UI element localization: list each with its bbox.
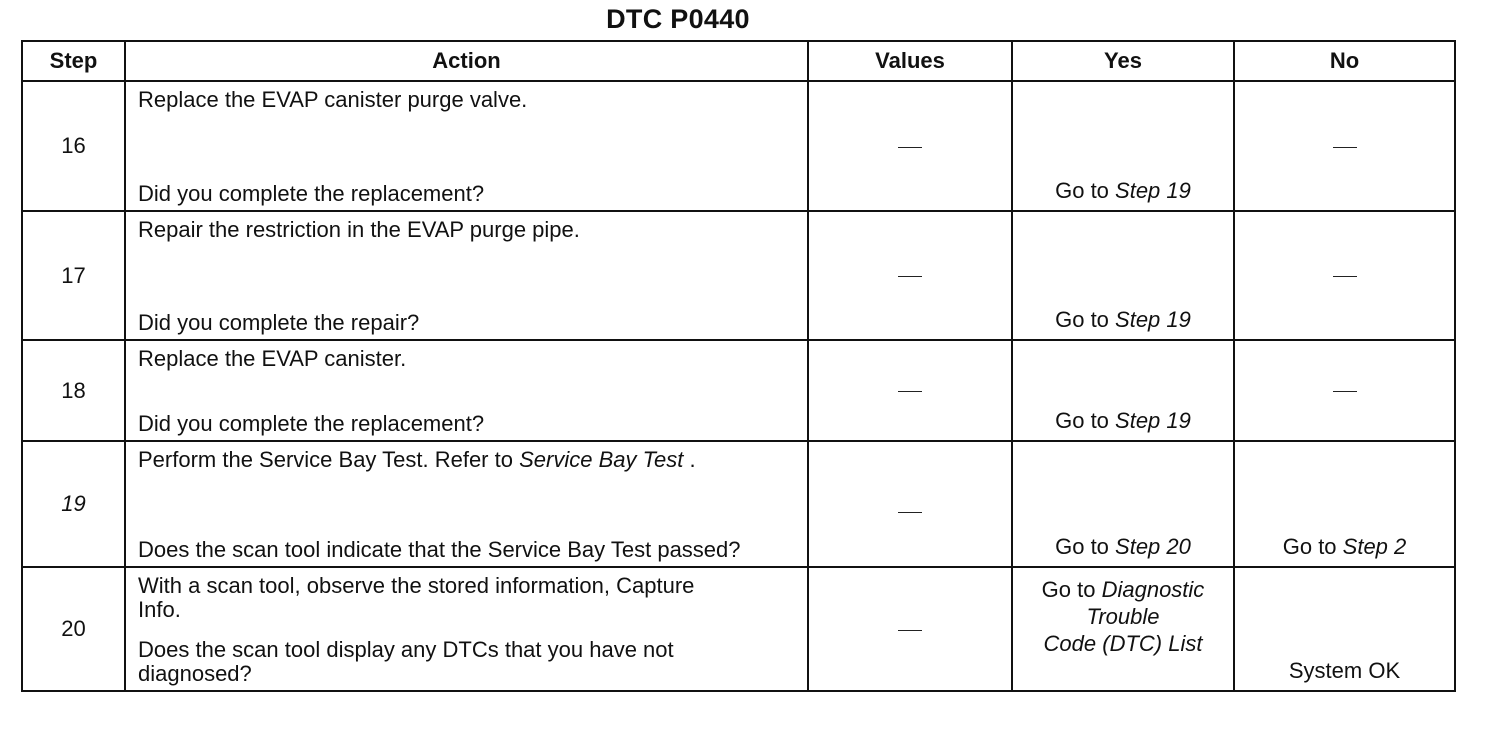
action-question: Does the scan tool display any DTCs that you have not diagnosed? [138, 637, 674, 686]
no-goto[interactable]: Go to Step 2 [1282, 534, 1407, 559]
action-instruction: Replace the EVAP canister. [138, 346, 407, 371]
header-no: No [1234, 41, 1455, 81]
step-number: 17 [22, 211, 125, 340]
empty-value-dash [898, 512, 922, 513]
header-yes: Yes [1012, 41, 1234, 81]
step-number: 18 [22, 340, 125, 441]
values-cell [808, 340, 1012, 441]
yes-cell [1012, 441, 1234, 567]
action-instruction: Repair the restriction in the EVAP purge pipe. [138, 217, 580, 242]
yes-goto[interactable]: Go to Step 19 [1055, 307, 1191, 332]
step-number: 19 [22, 441, 125, 567]
values-cell [808, 211, 1012, 340]
yes-goto[interactable]: Go to Step 19 [1055, 178, 1191, 203]
action-cell [125, 441, 808, 567]
table-row [22, 340, 1455, 441]
no-cell [1234, 441, 1455, 567]
yes-cell [1012, 81, 1234, 211]
empty-value-dash [1333, 391, 1357, 392]
yes-cell [1012, 211, 1234, 340]
step-link[interactable]: Step 2 [1342, 534, 1407, 559]
no-cell [1234, 211, 1455, 340]
no-cell [1234, 340, 1455, 441]
values-cell [808, 81, 1012, 211]
empty-value-dash [1333, 147, 1357, 148]
action-cell [125, 211, 808, 340]
action-question: Does the scan tool indicate that the Service Bay Test passed? [138, 537, 741, 562]
step-link[interactable]: Step 20 [1115, 534, 1191, 559]
step-link[interactable]: Step 19 [1115, 408, 1191, 433]
no-cell [1234, 567, 1455, 691]
page-title: DTC P0440 [606, 4, 750, 34]
step-link[interactable]: Step 19 [1115, 178, 1191, 203]
step-number: 20 [22, 567, 125, 691]
service-bay-test-link[interactable]: Service Bay Test [519, 447, 684, 472]
dtc-list-link[interactable]: Go to Diagnostic Trouble Code (DTC) List [1041, 577, 1205, 656]
yes-goto[interactable]: Go to Step 20 [1055, 534, 1191, 559]
header-values: Values [808, 41, 1012, 81]
empty-value-dash [898, 630, 922, 631]
table-row [22, 211, 1455, 340]
empty-value-dash [898, 276, 922, 277]
empty-value-dash [898, 147, 922, 148]
table-row [22, 81, 1455, 211]
action-instruction: With a scan tool, observe the stored information, Capture Info. [138, 573, 695, 622]
values-cell [808, 441, 1012, 567]
header-step: Step [22, 41, 125, 81]
table-row [22, 441, 1455, 567]
action-question: Did you complete the replacement? [138, 181, 485, 206]
action-cell [125, 340, 808, 441]
empty-value-dash [898, 391, 922, 392]
table-header-row [22, 41, 1455, 81]
diagnostic-table [21, 40, 1456, 692]
yes-goto[interactable]: Go to Step 19 [1055, 408, 1191, 433]
no-cell [1234, 81, 1455, 211]
system-ok-text: System OK [1288, 658, 1401, 683]
step-number: 16 [22, 81, 125, 211]
action-cell [125, 81, 808, 211]
yes-cell [1012, 567, 1234, 691]
action-instruction: Perform the Service Bay Test. Refer to Service Bay Test . [138, 447, 696, 472]
action-question: Did you complete the replacement? [138, 411, 485, 436]
step-link[interactable]: Step 19 [1115, 307, 1191, 332]
action-instruction: Replace the EVAP canister purge valve. [138, 87, 528, 112]
header-action: Action [125, 41, 808, 81]
action-cell [125, 567, 808, 691]
values-cell [808, 567, 1012, 691]
empty-value-dash [1333, 276, 1357, 277]
table-row [22, 567, 1455, 691]
yes-cell [1012, 340, 1234, 441]
action-question: Did you complete the repair? [138, 310, 420, 335]
